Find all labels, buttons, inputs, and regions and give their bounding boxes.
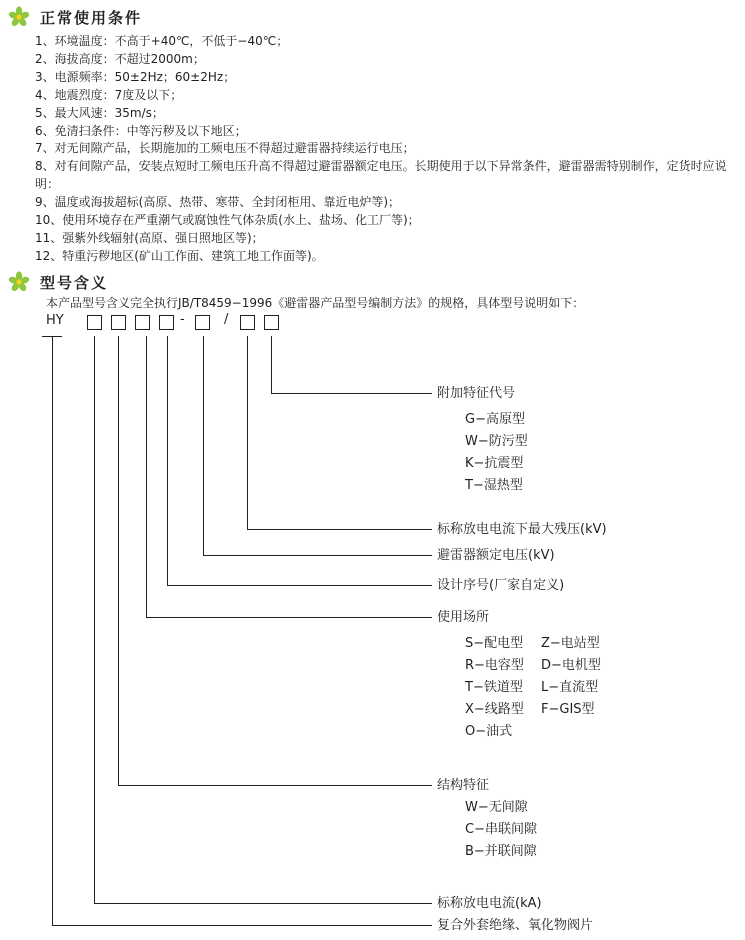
list-item: 2、海拔高度：不超过2000m； <box>35 51 205 66</box>
extra-feature-option: G−高原型 <box>465 412 525 427</box>
usage-title: 使用场所 <box>437 610 490 625</box>
rated-voltage-label: 避雷器额定电压(kV) <box>437 548 555 563</box>
composite-label: 复合外套绝缘、氧化物阀片 <box>437 918 594 933</box>
usage-option: S−配电型 <box>465 636 524 651</box>
extra-feature-option: W−防污型 <box>465 434 528 449</box>
usage-option: L−直流型 <box>541 680 599 695</box>
extra-feature-option: T−湿热型 <box>465 478 523 493</box>
usage-option: O−油式 <box>465 724 513 739</box>
list-item: 11、强紫外线辐射(高原、强日照地区等)； <box>35 230 264 245</box>
model-prefix: HY <box>46 313 64 328</box>
usage-option: R−电容型 <box>465 658 524 673</box>
usage-option: X−线路型 <box>465 702 524 717</box>
list-item: 7、对无间隙产品，长期施加的工频电压不得超过避雷器持续运行电压； <box>35 141 415 156</box>
structure-option: C−串联间隙 <box>465 822 537 837</box>
residual-voltage-label: 标称放电电流下最大残压(kV) <box>437 522 607 537</box>
code-slash: / <box>224 312 229 327</box>
usage-option: F−GIS型 <box>541 702 595 717</box>
structure-option: W−无间隙 <box>465 800 528 815</box>
code-dash: - <box>180 312 185 327</box>
discharge-current-label: 标称放电电流(kA) <box>437 896 542 911</box>
list-item: 4、地震烈度：7度及以下； <box>35 87 183 102</box>
model-intro: 本产品型号含义完全执行JB/T8459−1996《避雷器产品型号编制方法》的规格，具体型号说明如下： <box>46 296 585 310</box>
extra-feature-title: 附加特征代号 <box>437 386 516 401</box>
extra-feature-option: K−抗震型 <box>465 456 524 471</box>
list-item: 5、最大风速：35m/s； <box>35 105 164 120</box>
list-item: 6、免清扫条件：中等污秽及以下地区； <box>35 123 247 138</box>
usage-option: T−铁道型 <box>465 680 523 695</box>
list-item: 12、特重污秽地区(矿山工作面、建筑工地工作面等)。 <box>35 248 324 263</box>
structure-option: B−并联间隙 <box>465 844 537 859</box>
list-item: 8、对有间隙产品，安装点短时工频电压升高不得超过避雷器额定电压。长期使用于以下异常条件，避雷器需特别制作，定货时应说明： <box>35 159 727 192</box>
design-serial-label: 设计序号(厂家自定义) <box>437 578 565 593</box>
model-title: 型号含义 <box>40 273 109 292</box>
conditions-title: 正常使用条件 <box>40 8 143 27</box>
list-item: 3、电源频率：50±2Hz；60±2Hz； <box>35 69 236 84</box>
structure-title: 结构特征 <box>437 778 490 793</box>
usage-option: D−电机型 <box>541 658 601 673</box>
list-item: 1、环境温度：不高于+40℃，不低于−40℃； <box>35 34 289 48</box>
list-item: 10、使用环境存在严重潮气或腐蚀性气体杂质(水上、盐场、化工厂等)； <box>35 213 420 228</box>
usage-option: Z−电站型 <box>541 636 600 651</box>
list-item: 9、温度或海拔超标(高原、热带、寒带、全封闭柜用、靠近电炉等)； <box>35 195 401 210</box>
